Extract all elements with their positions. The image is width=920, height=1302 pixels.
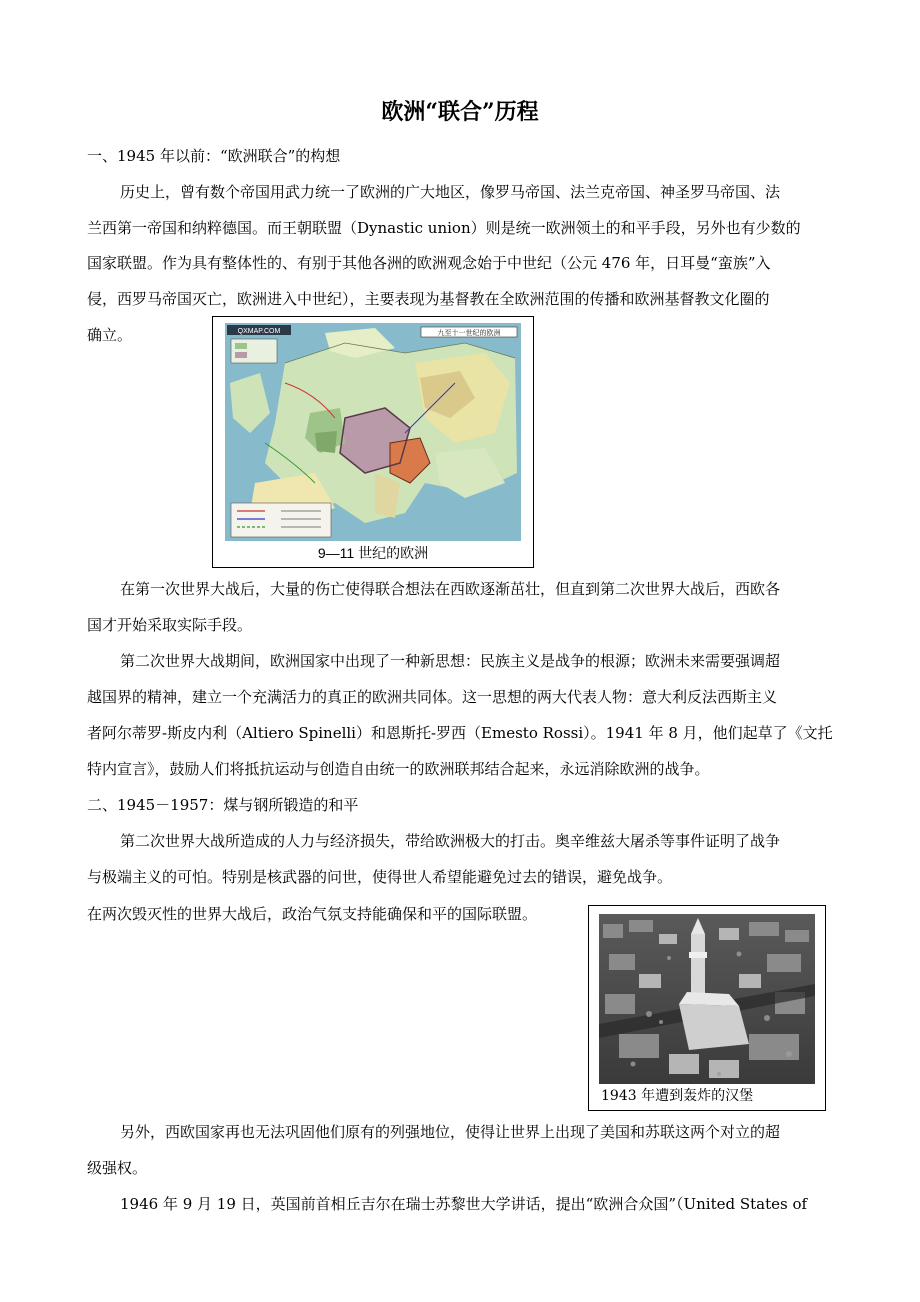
document-title: 欧洲“联合”历程	[381, 99, 539, 125]
paragraph-3-line-1: 第二次世界大战期间，欧洲国家中出现了一种新思想：民族主义是战争的根源；欧洲未来需要强调超	[120, 652, 781, 670]
paragraph-4-line-1: 第二次世界大战所造成的人力与经济损失，带给欧洲极大的打击。奥辛维兹大屠杀等事件证明了战争	[120, 832, 781, 850]
map-site-label: QXMAP.COM	[237, 328, 281, 335]
paragraph-5-line-1: 在两次毁灭性的世界大战后，政治气氛支持能确保和平的国际联盟。	[87, 905, 538, 923]
paragraph-1-line-1: 历史上，曾有数个帝国用武力统一了欧洲的广大地区，像罗马帝国、法兰克帝国、神圣罗马帝国、法	[120, 183, 781, 201]
bombed-hamburg-photo	[599, 914, 815, 1084]
europe-map-image	[225, 323, 521, 541]
photo-figure	[588, 905, 826, 1111]
paragraph-2-line-1: 在第一次世界大战后，大量的伤亡使得联合想法在西欧逐渐茁壮，但直到第二次世界大战后，西欧各	[120, 580, 781, 598]
paragraph-1-line-4: 侵，西罗马帝国灭亡，欧洲进入中世纪），主要表现为基督教在全欧洲范围的传播和欧洲基督教文化圈的	[87, 290, 770, 308]
paragraph-1-line-5: 确立。	[87, 326, 133, 344]
paragraph-7-line-1: 1946 年 9 月 19 日，英国前首相丘吉尔在瑞士苏黎世大学讲话，提出“欧洲合众国”（United States of	[120, 1195, 808, 1213]
map-caption: 9—11 世纪的欧洲	[317, 545, 429, 561]
paragraph-6-line-1: 另外，西欧国家再也无法巩固他们原有的列强地位，使得让世界上出现了美国和苏联这两个对立的超	[120, 1123, 781, 1141]
map-title-label: 九至十一世纪的欧洲	[437, 329, 501, 337]
paragraph-3-line-4: 特内宣言》，鼓励人们将抵抗运动与创造自由统一的欧洲联邦结合起来，永远消除欧洲的战争。	[87, 760, 710, 778]
photo-caption: 1943 年遭到轰炸的汉堡	[601, 1088, 754, 1104]
paragraph-6-line-2: 级强权。	[87, 1159, 148, 1177]
section-2-heading: 二、1945－1957：煤与钢所锻造的和平	[87, 796, 359, 814]
map-figure	[212, 316, 534, 568]
paragraph-1-line-3: 国家联盟。作为具有整体性的、有别于其他各洲的欧洲观念始于中世纪（公元 476 年，日耳曼“蛮族”入	[87, 254, 771, 272]
paragraph-2-line-2: 国才开始采取实际手段。	[87, 616, 253, 634]
paragraph-1-line-2: 兰西第一帝国和纳粹德国。而王朝联盟（Dynastic union）则是统一欧洲领土的和平手段，另外也有少数的	[87, 219, 801, 237]
paragraph-3-line-2: 越国界的精神，建立一个充满活力的真正的欧洲共同体。这一思想的两大代表人物：意大利反法西斯主义	[87, 688, 778, 706]
paragraph-4-line-2: 与极端主义的可怕。特别是核武器的问世，使得世人希望能避免过去的错误，避免战争。	[87, 868, 673, 886]
paragraph-3-line-3: 者阿尔蒂罗-斯皮内利（Altiero Spinelli）和恩斯托-罗西（Emesto Rossi）。1941 年 8 月，他们起草了《文托	[87, 724, 833, 742]
section-1-heading: 一、1945 年以前：“欧洲联合”的构想	[87, 147, 341, 165]
